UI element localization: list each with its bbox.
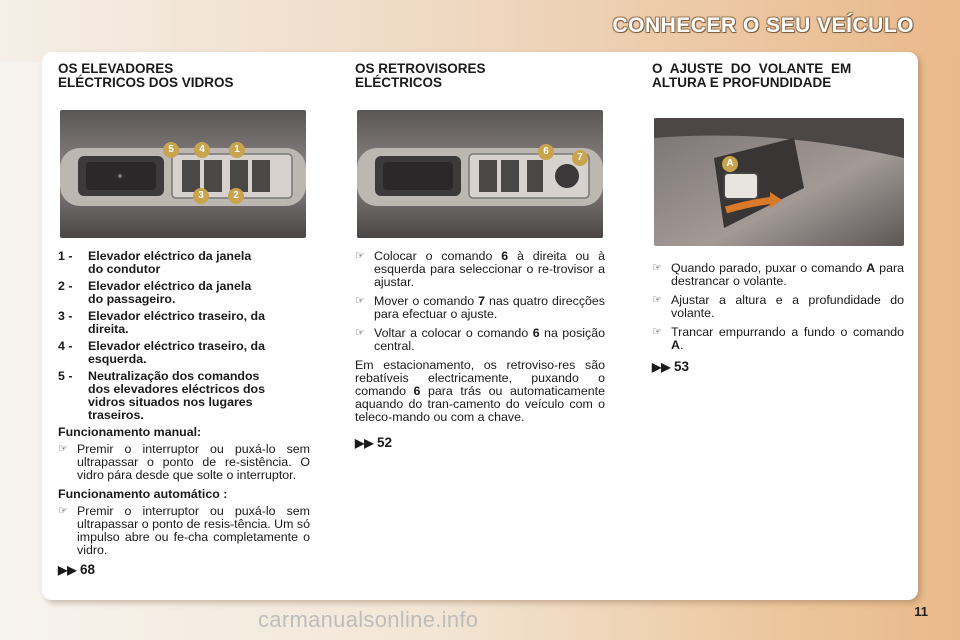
fast-forward-arrow-icon: ▶▶ [355, 436, 374, 450]
bullet-item: ☞ Premir o interruptor ou puxá-lo sem ultrapassar o ponto de resis-tência. Um só impulso abre ou fe-cha completamente o vidro. [58, 504, 310, 557]
watermark: carmanualsonline.info [258, 607, 479, 632]
callout-2: 2 [228, 188, 244, 204]
bullet-item: ☞ Voltar a colocar o comando 6 na posição central. [355, 326, 605, 353]
list-item: 3 - Elevador eléctrico traseiro, da direita. [58, 309, 265, 336]
page-reference-52[interactable]: ▶▶ 52 [355, 435, 393, 450]
window-lift-list [58, 250, 310, 577]
bullet-item: ☞ Ajustar a altura e a profundidade do volante. [652, 293, 904, 320]
pointing-hand-icon: ☞ [355, 250, 365, 262]
page-number: 11 [914, 604, 928, 619]
section-mirrors [355, 62, 605, 98]
list-item: 2 - Elevador eléctrico da janela do passageiro. [58, 279, 252, 306]
steering-lever-photo [654, 118, 904, 246]
pointing-hand-icon: ☞ [58, 505, 68, 517]
page-title: CONHECER O SEU VEÍCULO [612, 14, 914, 37]
callout-7: 7 [572, 150, 588, 166]
section-steering-adjust [652, 62, 904, 98]
steering-instructions [652, 262, 904, 374]
section-title: OS RETROVISORES ELÉCTRICOS [355, 61, 486, 90]
callout-3: 3 [193, 188, 209, 204]
callout-5: 5 [163, 142, 179, 158]
list-item: 1 - Elevador eléctrico da janela do condutor [58, 249, 252, 276]
bullet-item: ☞ Mover o comando 7 nas quatro direcções para efectuar o ajuste. [355, 294, 605, 321]
pointing-hand-icon: ☞ [355, 295, 365, 307]
pointing-hand-icon: ☞ [652, 262, 662, 274]
section-window-lifts [58, 62, 310, 98]
pointing-hand-icon: ☞ [58, 443, 68, 455]
list-item: 5 - Neutralização dos comandos dos elevadores eléctricos dos vidros situados nos lugares traseiros. [58, 369, 265, 422]
callout-a: A [722, 156, 738, 172]
bullet-item: ☞ Quando parado, puxar o comando A para destrancar o volante. [652, 261, 904, 288]
section-title: O AJUSTE DO VOLANTE EM ALTURA E PROFUNDIDADE [652, 61, 852, 90]
page-reference-68[interactable]: ▶▶ 68 [58, 562, 96, 577]
bullet-item: ☞ Trancar empurrando a fundo o comando A. [652, 325, 904, 352]
fast-forward-arrow-icon: ▶▶ [652, 360, 671, 374]
mirror-instructions [355, 250, 605, 450]
section-title: OS ELEVADORES ELÉCTRICOS DOS VIDROS [58, 61, 234, 90]
auto-heading: Funcionamento automático : [58, 487, 228, 501]
parking-paragraph: Em estacionamento, os retroviso-res são rebatíveis electricamente, puxando o comando 6 para trás ou automaticamente aquando do tran-camento do veículo com o teleco-mando ou com a chave. [355, 358, 605, 424]
callout-4: 4 [194, 142, 210, 158]
callout-6: 6 [538, 144, 554, 160]
fast-forward-arrow-icon: ▶▶ [58, 563, 77, 577]
page-reference-53[interactable]: ▶▶ 53 [652, 359, 690, 374]
pointing-hand-icon: ☞ [355, 327, 365, 339]
list-item: 4 - Elevador eléctrico traseiro, da esquerda. [58, 339, 265, 366]
manual-heading: Funcionamento manual: [58, 425, 202, 439]
pointing-hand-icon: ☞ [652, 294, 662, 306]
mirror-switch-photo [357, 110, 603, 238]
bullet-item: ☞ Colocar o comando 6 à direita ou à esquerda para seleccionar o re-trovisor a ajustar. [355, 249, 605, 289]
callout-1: 1 [229, 142, 245, 158]
window-switch-photo [60, 110, 306, 238]
bullet-item: ☞ Premir o interruptor ou puxá-lo sem ultrapassar o ponto de re-sistência. O vidro pára desde que solte o interruptor. [58, 442, 310, 482]
pointing-hand-icon: ☞ [652, 326, 662, 338]
